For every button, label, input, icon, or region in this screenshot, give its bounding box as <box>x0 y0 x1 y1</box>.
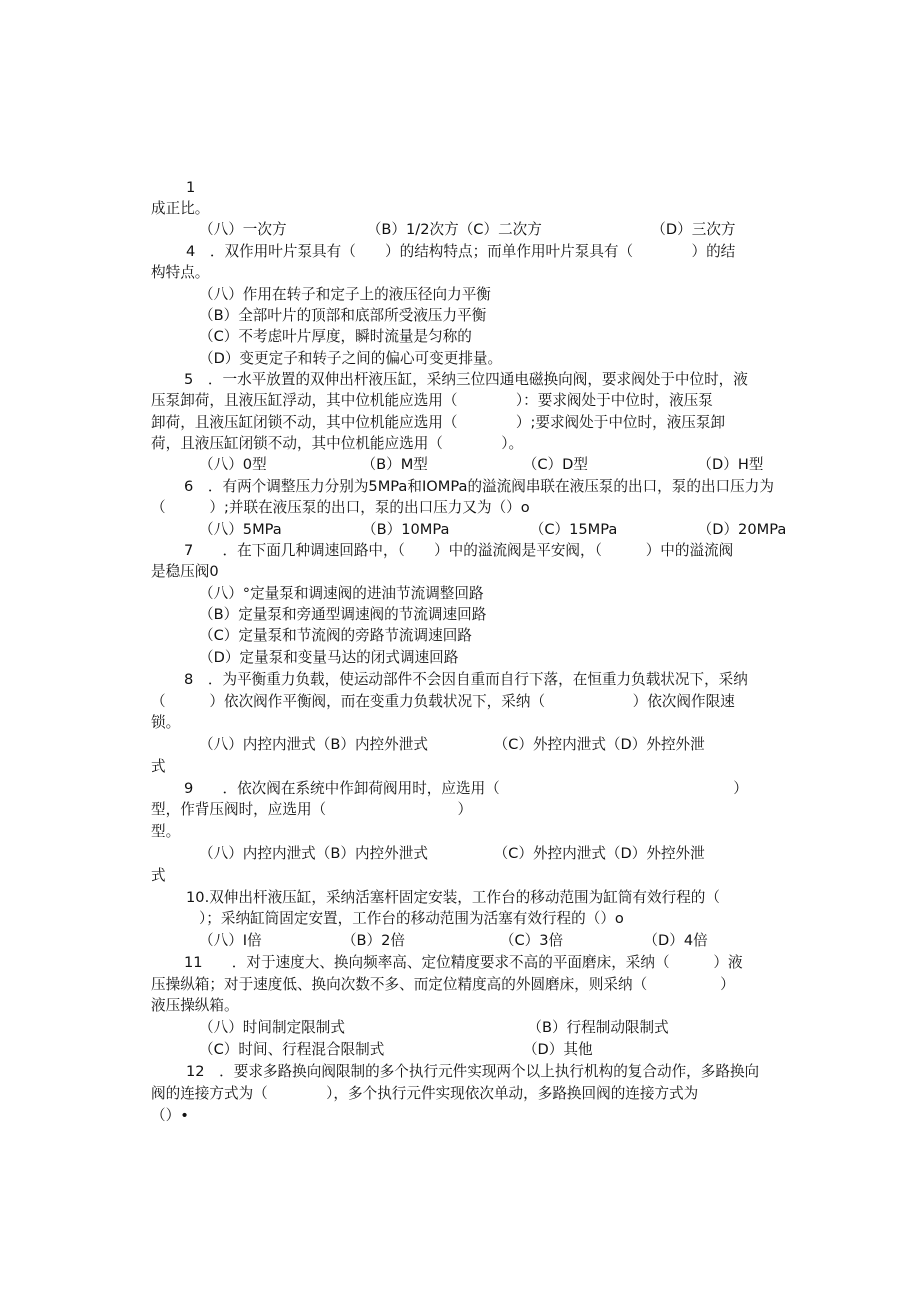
text-line: 6 ．有两个调整压力分别为5MPa和IOMPa的溢流阀串联在液压泵的出口，泵的出口压力为 <box>184 478 774 495</box>
text-line: （）• <box>151 1107 189 1124</box>
text-line: （B）全部叶片的顶部和底部所受液压力平衡 <box>199 307 487 324</box>
text-line: 压操纵箱；对于速度低、换向次数不多、而定位精度高的外圆磨床，则采纳（ ） <box>151 976 735 993</box>
text-line: 是稳压阀0 <box>151 563 219 580</box>
text-line: 式 <box>151 758 166 775</box>
text-line: 锁。 <box>151 714 181 731</box>
text-line: 型。 <box>151 823 181 840</box>
text-line: 9 ．依次阀在系统中作卸荷阀用时，应选用（ ） <box>184 780 748 797</box>
text-line: （D）定量泵和变量马达的闭式调速回路 <box>199 649 459 666</box>
text-line: （B）定量泵和旁通型调速阀的节流调速回路 <box>199 606 487 623</box>
text-line: （八）I倍 （B）2倍 （C）3倍 （D）4倍 <box>199 932 708 949</box>
text-line: （八）°定量泵和调速阀的进油节流调整回路 <box>199 585 484 602</box>
text-line: 卸荷，且液压缸闭锁不动，其中位机能应选用（ ）;要求阀处于中位时，液压泵卸 <box>151 414 726 431</box>
text-line: （八）内控内泄式（B）内控外泄式 （C）外控内泄式（D）外控外泄 <box>199 736 705 753</box>
text-line: 8 ．为平衡重力负载，使运动部件不会因自重而自行下落，在恒重力负载状况下，采纳 <box>184 671 748 688</box>
text-line: 构特点。 <box>151 264 210 281</box>
text-line: 型，作背压阀时，应选用（ ） <box>151 801 473 818</box>
text-line: 12 ．要求多路换向阀限制的多个执行元件实现两个以上执行机构的复合动作，多路换向 <box>186 1063 760 1080</box>
text-line: （八）0型 （B）M型 （C）D型 （D）H型 <box>199 456 764 473</box>
text-line: 5 ．一水平放置的双伸出杆液压缸，采纳三位四通电磁换向阀，要求阀处于中位时，液 <box>184 371 748 388</box>
text-line: （C）定量泵和节流阀的旁路节流调速回路 <box>199 627 472 644</box>
text-line: 1 <box>186 179 196 196</box>
text-line: 压泵卸荷，且液压缸浮动，其中位机能应选用（ ）：要求阀处于中位时，液压泵 <box>151 392 713 409</box>
text-line: （八）时间制定限制式 （B）行程制动限制式 <box>199 1019 669 1036</box>
text-line: （C）不考虑叶片厚度，瞬时流量是匀称的 <box>199 328 472 345</box>
text-line: 荷，且液压缸闭锁不动，其中位机能应选用（ ）。 <box>151 435 524 452</box>
text-line: （八）5MPa （B）10MPa （C）15MPa （D）20MPa <box>199 521 787 538</box>
text-line: （ ）依次阀作平衡阀，而在变重力负载状况下，采纳（ ）依次阀作限速 <box>151 693 735 710</box>
text-line: 液压操纵箱。 <box>151 997 239 1014</box>
text-line: ）；采纳缸筒固定安置，工作台的移动范围为活塞有效行程的（）o <box>199 910 624 927</box>
text-line: （八）一次方 （B）1/2次方（C）二次方 （D）三次方 <box>199 221 736 238</box>
text-line: 成正比。 <box>151 200 210 217</box>
text-line: 10.双伸出杆液压缸，采纳活塞杆固定安装，工作台的移动范围为缸筒有效行程的（ <box>186 889 720 906</box>
text-line: （八）内控内泄式（B）内控外泄式 （C）外控内泄式（D）外控外泄 <box>199 845 705 862</box>
text-line: （C）时间、行程混合限制式 （D）其他 <box>199 1041 593 1058</box>
text-line: 阀的连接方式为（ ），多个执行元件实现依次单动，多路换回阀的连接方式为 <box>151 1085 699 1102</box>
text-line: 4 ．双作用叶片泵具有（ ）的结构特点；而单作用叶片泵具有（ ）的结 <box>186 243 736 260</box>
text-line: （八）作用在转子和定子上的液压径向力平衡 <box>199 286 491 303</box>
text-line: （ ）;并联在液压泵的出口，泵的出口压力又为（）o <box>151 499 530 516</box>
text-line: 7 ．在下面几种调速回路中，（ ）中的溢流阀是平安阀，（ ）中的溢流阀 <box>184 542 734 559</box>
text-line: 11 ．对于速度大、换向频率高、定位精度要求不高的平面磨床，采纳（ ）液 <box>184 954 743 971</box>
text-line: 式 <box>151 867 166 884</box>
text-line: （D）变更定子和转子之间的偏心可变更排量。 <box>199 350 503 367</box>
